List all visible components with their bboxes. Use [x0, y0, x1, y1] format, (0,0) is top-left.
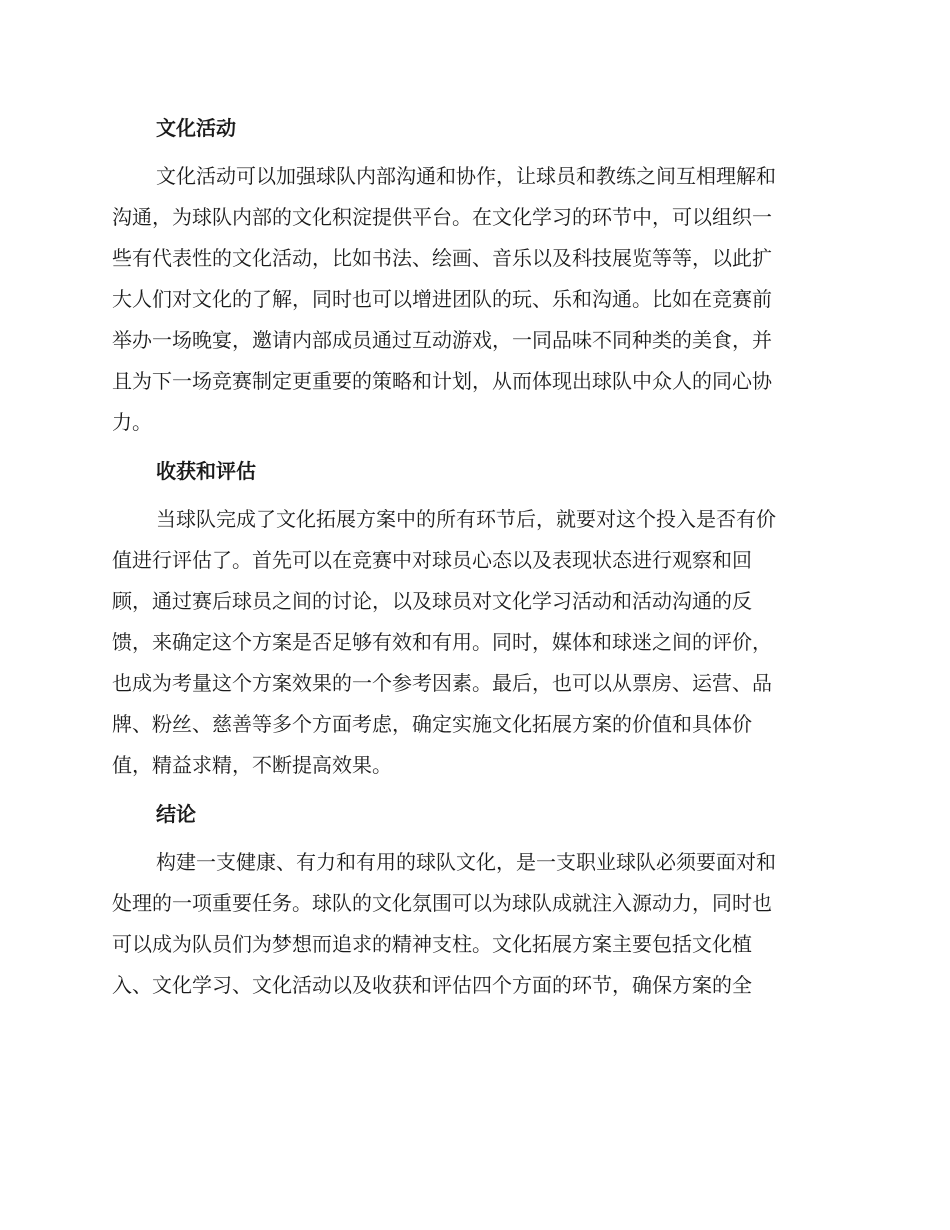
- paragraph-line: 构建一支健康、有力和有用的球队文化，是一支职业球队必须要面对和: [156, 850, 776, 874]
- section-heading-conclusion: 结论: [156, 802, 196, 826]
- paragraph-line: 沟通，为球队内部的文化积淀提供平台。在文化学习的环节中，可以组织一: [112, 205, 772, 229]
- paragraph-line: 些有代表性的文化活动，比如书法、绘画、音乐以及科技展览等等，以此扩: [112, 246, 772, 270]
- paragraph-line: 大人们对文化的了解，同时也可以增进团队的玩、乐和沟通。比如在竞赛前: [112, 287, 772, 311]
- paragraph-line: 馈，来确定这个方案是否足够有效和有用。同时，媒体和球迷之间的评价，: [112, 630, 772, 654]
- section-heading-gains-and-evaluation: 收获和评估: [156, 459, 256, 483]
- paragraph-line: 且为下一场竞赛制定更重要的策略和计划，从而体现出球队中众人的同心协: [112, 369, 772, 393]
- paragraph-line: 处理的一项重要任务。球队的文化氛围可以为球队成就注入源动力，同时也: [112, 891, 772, 915]
- paragraph-line: 力。: [112, 410, 152, 434]
- paragraph-line: 文化活动可以加强球队内部沟通和协作，让球员和教练之间互相理解和: [156, 164, 776, 188]
- paragraph-line: 也成为考量这个方案效果的一个参考因素。最后，也可以从票房、运营、品: [112, 671, 772, 695]
- section-paragraph-gains-and-evaluation: [112, 499, 832, 786]
- paragraph-line: 可以成为队员们为梦想而追求的精神支柱。文化拓展方案主要包括文化植: [112, 932, 752, 956]
- paragraph-line: 值进行评估了。首先可以在竞赛中对球员心态以及表现状态进行观察和回: [112, 548, 752, 572]
- paragraph-line: 顾，通过赛后球员之间的讨论，以及球员对文化学习活动和活动沟通的反: [112, 589, 752, 613]
- section-heading-cultural-activities: 文化活动: [156, 116, 236, 140]
- paragraph-line: 值，精益求精，不断提高效果。: [112, 753, 392, 777]
- paragraph-line: 当球队完成了文化拓展方案中的所有环节后，就要对这个投入是否有价: [156, 507, 776, 531]
- section-paragraph-cultural-activities: [112, 156, 832, 443]
- section-paragraph-conclusion: [112, 842, 832, 1006]
- paragraph-line: 举办一场晚宴，邀请内部成员通过互动游戏，一同品味不同种类的美食，并: [112, 328, 772, 352]
- paragraph-line: 牌、粉丝、慈善等多个方面考虑，确定实施文化拓展方案的价值和具体价: [112, 712, 752, 736]
- document-body: [112, 108, 832, 1014]
- paragraph-line: 入、文化学习、文化活动以及收获和评估四个方面的环节，确保方案的全: [112, 973, 752, 997]
